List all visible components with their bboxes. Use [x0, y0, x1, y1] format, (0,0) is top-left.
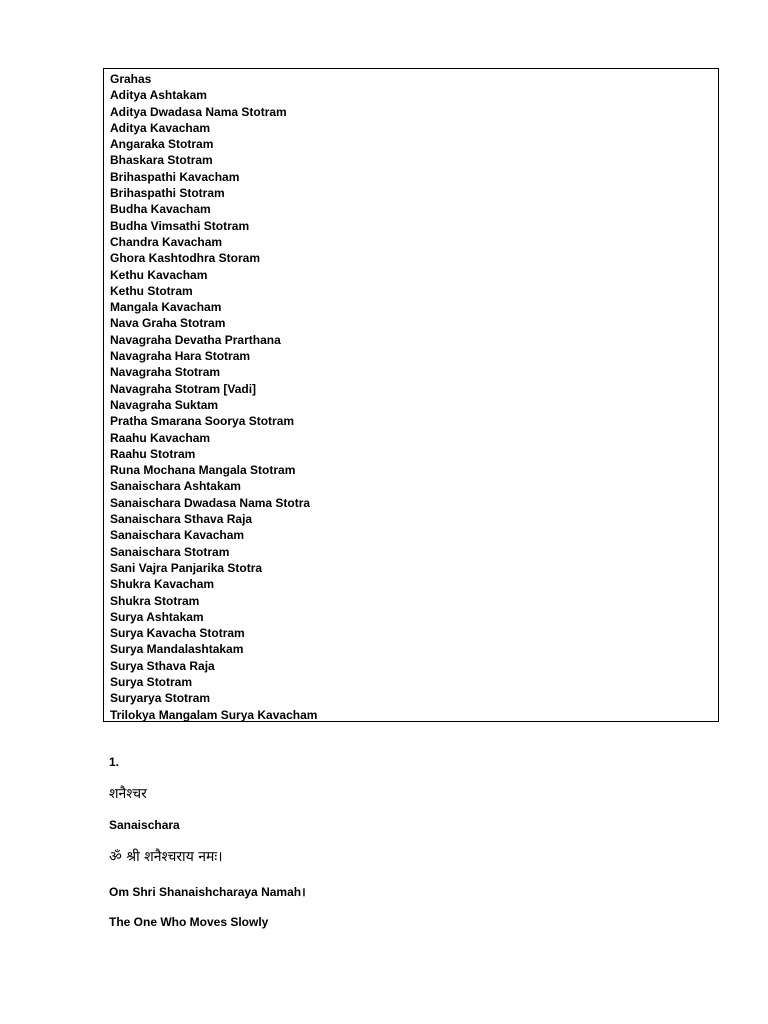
list-item: Brihaspathi Kavacham [110, 169, 240, 184]
list-item: Kethu Kavacham [110, 267, 208, 282]
stotram-list-box [103, 68, 719, 722]
list-item: Runa Mochana Mangala Stotram [110, 463, 296, 478]
list-item: Surya Stotram [110, 674, 193, 689]
list-item: Navagraha Devatha Prarthana [110, 332, 281, 347]
list-item: Aditya Ashtakam [110, 88, 207, 103]
list-item: Mangala Kavacham [110, 300, 222, 315]
list-item: Surya Ashtakam [110, 609, 204, 624]
list-item: Chandra Kavacham [110, 234, 223, 249]
list-item: Surya Sthava Raja [110, 658, 215, 673]
entry-number: 1. [109, 755, 120, 769]
list-item: Sanaischara Sthava Raja [110, 512, 253, 527]
list-item: Angaraka Stotram [110, 137, 214, 152]
list-item: Sanaischara Ashtakam [110, 479, 241, 494]
list-item: Sani Vajra Panjarika Stotra [110, 560, 263, 575]
list-item: Aditya Dwadasa Nama Stotram [110, 104, 287, 119]
list-item: Surya Mandalashtakam [110, 642, 244, 657]
list-item: Shukra Stotram [110, 593, 200, 608]
list-item: Raahu Kavacham [110, 430, 211, 445]
devanagari-mantra: ॐ श्री शनैश्चराय नमः। [109, 849, 223, 865]
list-item: Surya Kavacha Stotram [110, 626, 245, 641]
list-item: Bhaskara Stotram [110, 153, 213, 168]
list-item: Aditya Kavacham [110, 120, 211, 135]
list-item: Sanaischara Stotram [110, 544, 230, 559]
list-item: Budha Kavacham [110, 202, 211, 217]
list-item: Sanaischara Dwadasa Nama Stotra [110, 495, 311, 510]
list-item: Raahu Stotram [110, 446, 196, 461]
list-item: Navagraha Stotram [Vadi] [110, 381, 257, 396]
stotram-list [110, 71, 718, 723]
list-item: Brihaspathi Stotram [110, 186, 225, 201]
devanagari-name: शनैश्चर [109, 786, 147, 802]
list-item: Pratha Smarana Soorya Stotram [110, 414, 295, 429]
list-item: Sanaischara Kavacham [110, 528, 245, 543]
list-item: Suryarya Stotram [110, 691, 211, 706]
list-heading: Grahas [110, 72, 152, 86]
list-item: Navagraha Hara Stotram [110, 349, 251, 364]
list-item: Kethu Stotram [110, 283, 193, 298]
entry-meaning: The One Who Moves Slowly [109, 915, 269, 929]
entry-name: Sanaischara [109, 818, 180, 832]
entry-mantra: Om Shri Shanaishcharaya Namah। [109, 885, 306, 899]
list-item: Ghora Kashtodhra Storam [110, 251, 261, 266]
list-item: Shukra Kavacham [110, 577, 215, 592]
list-item: Navagraha Suktam [110, 397, 219, 412]
list-item: Nava Graha Stotram [110, 316, 226, 331]
list-item: Budha Vimsathi Stotram [110, 218, 250, 233]
list-item: Navagraha Stotram [110, 365, 221, 380]
list-item: Trilokya Mangalam Surya Kavacham [110, 707, 318, 722]
